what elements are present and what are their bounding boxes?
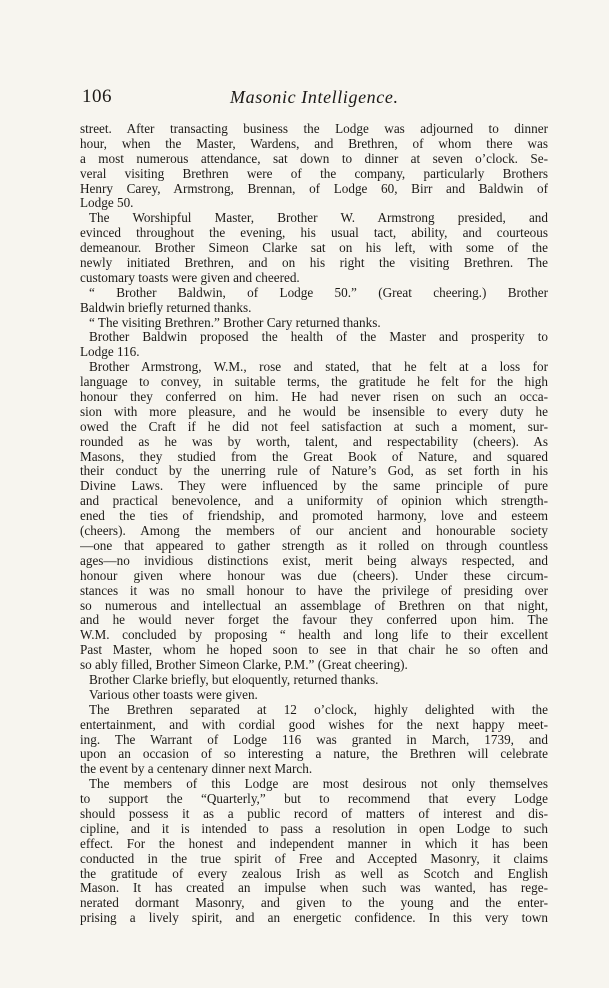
- text-line: The members of this Lodge are most desirous not only themselves: [89, 777, 548, 792]
- text-line: stances it was no small honour to have the privilege of presiding over: [80, 583, 548, 598]
- text-line: W.M. concluded by proposing “ health and long life to their excellent: [80, 628, 548, 643]
- page-header: [82, 86, 542, 110]
- text-line: ages—no invidious distinctions exist, merit being always respected, and: [80, 553, 548, 568]
- text-line: The Worshipful Master, Brother W. Armstrong presided, and: [89, 211, 548, 226]
- text-line: honour given where honour was due (cheers). Under these circum-: [80, 568, 548, 583]
- text-line: so numerous and intellectual an assemblage of Brethren on that night,: [80, 598, 548, 613]
- text-line: hour, when the Master, Wardens, and Brethren, of whom there was: [80, 136, 548, 151]
- text-line: ing. The Warrant of Lodge 116 was granted in March, 1739, and: [80, 732, 548, 747]
- text-line: customary toasts were given and cheered.: [80, 270, 300, 285]
- text-line: Various other toasts were given.: [89, 687, 258, 702]
- body-text: [80, 122, 548, 926]
- text-line: evinced throughout the evening, his usual tact, ability, and courteous: [80, 226, 548, 241]
- text-line: cipline, and it is intended to pass a resolution in open Lodge to such: [80, 821, 548, 836]
- text-line: rounded as he was by worth, talent, and respectability (cheers). As: [80, 434, 548, 449]
- text-line: and practical benevolence, and a uniformity of opinion which strength-: [80, 494, 548, 509]
- running-title: Masonic Intelligence.: [230, 87, 399, 107]
- text-line: Brother Clarke briefly, but eloquently, returned thanks.: [89, 672, 379, 687]
- text-line: effect. For the honest and independent manner in which it has been: [80, 836, 548, 851]
- text-line: Masons, they studied from the Great Book of Nature, and squared: [80, 449, 548, 464]
- text-line: “ Brother Baldwin, of Lodge 50.” (Great cheering.) Brother: [89, 285, 548, 300]
- text-line: The Brethren separated at 12 o’clock, highly delighted with the: [89, 702, 548, 717]
- text-line: Henry Carey, Armstrong, Brennan, of Lodge 60, Birr and Baldwin of: [80, 181, 548, 196]
- text-line: nerated dormant Masonry, and given to the young and the enter-: [80, 896, 548, 911]
- text-line: “ The visiting Brethren.” Brother Cary returned thanks.: [89, 315, 381, 330]
- text-line: (cheers). Among the members of our ancient and honourable society: [80, 524, 548, 539]
- text-line: Mason. It has created an impulse when such was wanted, has rege-: [80, 881, 548, 896]
- text-line: so ably filled, Brother Simeon Clarke, P.M.” (Great cheering).: [80, 658, 408, 673]
- text-line: Brother Baldwin proposed the health of the Master and prosperity to: [89, 330, 548, 345]
- text-line: Lodge 116.: [80, 345, 140, 360]
- text-line: the gratitude of every zealous Irish as well as Scotch and English: [80, 866, 548, 881]
- text-line: language to convey, in suitable terms, the gratitude he felt for the high: [80, 375, 548, 390]
- text-line: veral visiting Brethren were of the company, particularly Brothers: [80, 166, 548, 181]
- text-line: honour they conferred on him. He had never risen on such an occa-: [80, 390, 548, 405]
- text-line: Lodge 50.: [80, 196, 134, 211]
- page-number: 106: [82, 86, 112, 107]
- text-line: to support the “Quarterly,” but to recommend that every Lodge: [80, 792, 548, 807]
- text-line: demeanour. Brother Simeon Clarke sat on his left, with some of the: [80, 241, 548, 256]
- text-line: Past Master, whom he hoped soon to see in that chair he so often and: [80, 643, 548, 658]
- text-line: a most numerous attendance, sat down to dinner at seven o’clock. Se-: [80, 151, 548, 166]
- text-line: prising a lively spirit, and an energetic confidence. In this very town: [80, 911, 548, 926]
- text-line: the event by a centenary dinner next March.: [80, 762, 313, 777]
- text-line: —one that appeared to gather strength as it rolled on through countless: [80, 538, 548, 553]
- text-line: Divine Laws. They were influenced by the same principle of pure: [80, 479, 548, 494]
- text-line: sion with more pleasure, and he would be insensible to every duty he: [80, 404, 548, 419]
- text-line: should possess it as a public record of matters of interest and dis-: [80, 806, 548, 821]
- text-line: and he would never forget the favour they conferred upon him. The: [80, 613, 548, 628]
- text-line: upon an occasion of so interesting a nature, the Brethren will celebrate: [80, 747, 548, 762]
- text-line: their conduct by the unerring rule of Nature’s God, as set forth in his: [80, 464, 548, 479]
- text-line: newly initiated Brethren, and on his right the visiting Brethren. The: [80, 256, 548, 271]
- text-line: conducted in the true spirit of Free and Accepted Masonry, it claims: [80, 851, 548, 866]
- text-line: owed the Craft if he did not feel satisfaction at such a moment, sur-: [80, 419, 548, 434]
- text-line: ened the ties of friendship, and promoted harmony, love and esteem: [80, 509, 548, 524]
- text-line: street. After transacting business the Lodge was adjourned to dinner: [80, 122, 548, 136]
- text-line: Baldwin briefly returned thanks.: [80, 300, 252, 315]
- text-line: Brother Armstrong, W.M., rose and stated, that he felt at a loss for: [89, 360, 548, 375]
- text-line: entertainment, and with cordial good wishes for the next happy meet-: [80, 717, 548, 732]
